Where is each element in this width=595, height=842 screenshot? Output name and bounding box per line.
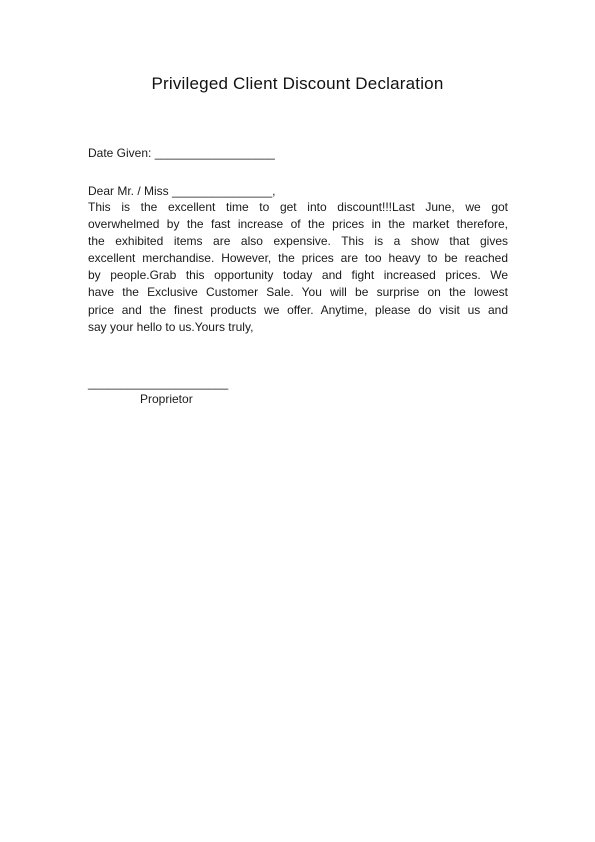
letter-body [88, 199, 508, 336]
body-line: excellent merchandise. However, the prices are too heavy to be reached [88, 251, 508, 266]
body-line: price and the finest products we offer. Anytime, please do visit us and [88, 302, 508, 317]
body-line: This is the excellent time to get into discount!!!Last June, we got [88, 200, 508, 214]
body-line: have the Exclusive Customer Sale. You will be surprise on the lowest [88, 285, 508, 300]
document-title: Privileged Client Discount Declaration [151, 74, 444, 93]
body-line: the exhibited items are also expensive. This is a show that gives [88, 234, 508, 249]
body-line: say your hello to us.Yours truly, [88, 319, 254, 334]
salutation: Dear Mr. / Miss _______________, [88, 184, 276, 198]
date-given-line: Date Given: __________________ [88, 146, 275, 160]
body-line: overwhelmed by the fast increase of the prices in the market therefore, [88, 217, 508, 232]
signature-line: _____________________ [88, 376, 229, 390]
body-line: by people.Grab this opportunity today and fight increased prices. We [88, 268, 508, 283]
signature-title: Proprietor [140, 392, 193, 406]
